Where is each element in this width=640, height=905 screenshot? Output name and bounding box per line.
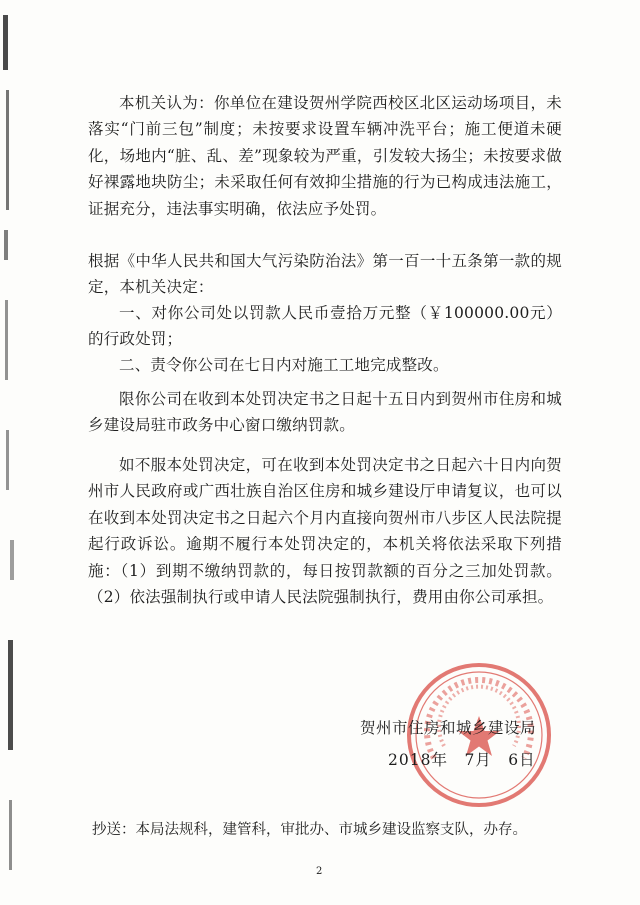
issue-date: 2018年 7月 6日 [388,751,536,769]
page-number: 2 [316,866,323,877]
penalty-item-2: 二、责令你公司在七日内对施工工地完成整改。 [119,356,449,374]
findings-paragraph: 本机关认为：你单位在建设贺州学院西校区北区运动场项目，未落实“门前三包”制度；未按要求设置车辆冲洗平台；施工便道未硬化，场地内“脏、乱、差”现象较为严重，引发较大扬尘；未按要求做好裸露地块防尘；未采取任何有效抑尘措施的行为已构成违法施工，证据充分，违法事实明确，依法应予处罚。 [88,94,562,218]
penalty-item-1: 一、对你公司处以罚款人民币壹拾万元整（￥100000.00元）的行政处罚； [88,304,562,349]
appeal-rights-paragraph: 如不服本处罚决定，可在收到本处罚决定书之日起六十日内向贺州市人民政府或广西壮族自治区住房和城乡建设厅申请复议，也可以在收到本处罚决定书之日起六个月内直接向贺州市八步区人民法院提起行政诉讼。逾期不履行本处罚决定的，本机关将依法采取下列措施：（1）到期不缴纳罚款的，每日按罚款额的百分之三加处罚款。（2）依法强制执行或申请人民法院强制执行，费用由你公司承担。 [88,456,562,607]
cc-line: 抄送：本局法规科，建管科，审批办、市城乡建设监察支队，办存。 [92,822,527,838]
legal-basis-paragraph: 根据《中华人民共和国大气污染防治法》第一百一十五条第一款的规定，本机关决定： [88,252,562,297]
issuing-authority: 贺州市住房和城乡建设局 [360,719,537,737]
payment-deadline-paragraph: 限你公司在收到本处罚决定书之日起十五日内到贺州市住房和城乡建设局驻市政务中心窗口缴纳罚款。 [88,390,562,435]
scan-edge-artifact [0,0,30,905]
